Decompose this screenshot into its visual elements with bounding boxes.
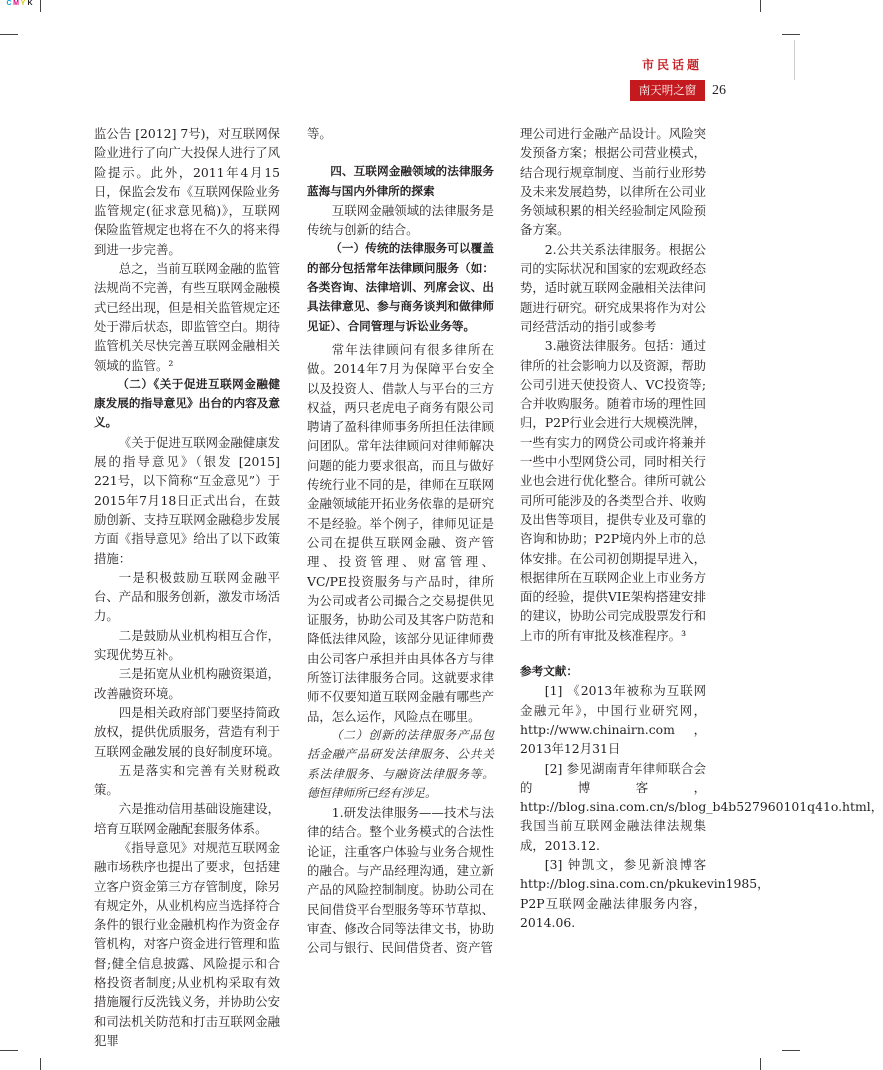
- paragraph: 二是鼓励从业机构相互合作，实现优势互补。: [94, 627, 280, 663]
- crop-mark: [782, 34, 800, 35]
- cmyk-c: C: [6, 0, 12, 7]
- text-column-2: [307, 124, 494, 957]
- paragraph: 监公告 [2012] 7号)，对互联网保险业进行了向广大投保人进行了风险提示。此外，2011年4月15日，保监会发布《互联网保险业务监管规定(征求意见稿)》，互联网保险监管规定也将在不久的将来得到进一步完善。: [94, 126, 280, 257]
- crop-mark: [760, 0, 761, 12]
- paragraph: 《指导意见》对规范互联网金融市场秩序也提出了要求，包括建立客户资金第三方存管制度，除另有规定外，从业机构应当选择符合条件的银行业金融机构作为资金存管机构，对客户资金进行管理和监督;健全信息披露、风险提示和合格投资者制度;从业机构采取有效措施履行反洗钱义务，并协助公安和司法机关防范和打击互联网金融犯罪: [94, 839, 280, 1048]
- crop-mark: [782, 1050, 800, 1051]
- crop-mark: [760, 1058, 761, 1070]
- subheading: （二）创新的法律服务产品包括金融产品研发法律服务、公共关系法律服务、与融资法律服务等。德恒律师所已经有涉足。: [307, 727, 494, 800]
- cmyk-color-bar: [6, 0, 34, 7]
- paragraph: 等。: [307, 126, 332, 141]
- cmyk-k: K: [27, 0, 33, 7]
- paragraph: 1.研发法律服务——技术与法律的结合。整个业务模式的合法性论证，注重客户体验与业务合规性的融合。与产品经理沟通，建立新产品的风险控制制度。协助公司在民间借贷平台型服务等环节草拟、审查、修改合同等法律文书，协助公司与银行、民间借贷者、资产管: [307, 805, 494, 956]
- column-name: 南天明之窗: [638, 83, 697, 97]
- crop-mark: [0, 34, 18, 35]
- paragraph: 一是积极鼓励互联网金融平台、产品和服务创新，激发市场活力。: [94, 569, 280, 624]
- subheading: （二）《关于促进互联网金融健康发展的指导意见》出台的内容及意义。: [94, 376, 280, 430]
- paragraph: 六是推动信用基础设施建设，培育互联网金融配套服务体系。: [94, 801, 280, 836]
- column-name-banner: [630, 80, 705, 101]
- paragraph: 互联网金融领域的法律服务是传统与创新的结合。: [307, 202, 494, 238]
- subheading: （一）传统的法律服务可以覆盖的部分包括常年法律顾问服务（如：各类咨询、法律培训、列席会议、出具法律意见、参与商务谈判和做律师见证）、合同管理与诉讼业务等。: [307, 241, 494, 333]
- crop-mark: [794, 40, 795, 80]
- paragraph: 总之，当前互联网金融的监管法规尚不完善，有些互联网金融模式已经出现，但是相关监管规定还处于滞后状态，即监管空白。期待监管机关尽快完善互联网金融相关领域的监管。²: [94, 261, 280, 373]
- cmyk-y: Y: [20, 0, 26, 7]
- paragraph: 四是相关政府部门要坚持简政放权，提供优质服务，营造有利于互联网金融发展的良好制度环境。: [94, 704, 280, 759]
- references-heading: 参考文献：: [520, 664, 578, 679]
- crop-mark: [0, 1050, 18, 1051]
- reference-item: [3] 钟凯文，参见新浪博客http://blog.sina.com.cn/pkukevin1985，P2P互联网金融法律服务内容，2014.06.: [520, 856, 770, 930]
- crop-mark: [40, 1058, 41, 1070]
- reference-item: [1] 《2013年被称为互联网金融元年》，中国行业研究网，http://www.chinairn.com，2013年12月31日: [520, 683, 706, 757]
- page-number: 26: [712, 83, 726, 98]
- reference-item: [2] 参见湖南青年律师联合会的博客，http://blog.sina.com.cn/s/blog_b4b527960101q41o.html，我国当前互联网金融法律法规集成，2013.12.: [520, 760, 883, 853]
- paragraph: 理公司进行金融产品设计。风险突发预备方案；根据公司营业模式，结合现行规章制度、当前行业形势及未来发展趋势，以律所在公司业务领域积累的相关经验制定风险预备方案。: [520, 126, 706, 238]
- paragraph: 三是拓宽从业机构融资渠道，改善融资环境。: [94, 666, 280, 701]
- paragraph: 2.公共关系法律服务。根据公司的实际状况和国家的宏观政经态势，适时就互联网金融相关法律问题进行研究。研究成果将作为对公司经营活动的指引或参考: [520, 241, 706, 334]
- crop-mark: [40, 0, 41, 12]
- paragraph: 常年法律顾问有很多律所在做。2014年7月为保障平台安全以及投资人、借款人与平台的三方权益，两只老虎电子商务有限公司聘请了盈科律师事务所担任法律顾问团队。常年法律顾问对律师解决问题的能力要求很高，而且与做好传统行业不同的是，律师在互联网金融领域能开拓业务依靠的是研究不是经验。举个例子，律师见证是公司在提供互联网金融、资产管理、投资管理、财富管理、VC/PE投资服务与产品时，律所为公司或者公司撮合之交易提供见证服务，协助公司及其客户防范和降低法律风险，该部分见证律师费由公司客户承担并由具体各方与律所签订法律服务合同。这就要求律师不仅要知道互联网金融有哪些产品，怎么运作，风险点在哪里。: [307, 341, 494, 724]
- paragraph: 《关于促进互联网金融健康发展的指导意见》（银发 [2015] 221号，以下简称“互金意见”）于2015年7月18日正式出台，在鼓励创新、支持互联网金融稳步发展方面《指导意见》给出了以下政策措施：: [94, 434, 280, 566]
- section-tag: 市民话题: [641, 58, 702, 72]
- section-heading: 四、互联网金融领域的法律服务蓝海与国内外律所的探索: [307, 164, 494, 198]
- text-column-3: [520, 124, 883, 932]
- paragraph: 3.融资法律服务。包括：通过律所的社会影响力以及资源，帮助公司引进天使投资人、VC投资等;合并收购服务。随着市场的理性回归，P2P行业会进行大规模洗牌，一些有实力的网贷公司或许将兼并一些中小型网贷公司，同时相关行业也会进行优化整合。律所可就公司所可能涉及的各类型合并、收购及出售等项目，提供专业及可靠的咨询和协助；P2P境内外上市的总体安排。在公司初创期提早进入，根据律所在互联网企业上市业务方面的经验，提供VIE架构搭建安排的建议，协助公司完成股票发行和上市的所有审批及核准程序。³: [520, 338, 706, 643]
- text-column-1: [94, 124, 280, 1050]
- paragraph: 五是落实和完善有关财税政策。: [94, 762, 280, 798]
- cmyk-m: M: [13, 0, 19, 7]
